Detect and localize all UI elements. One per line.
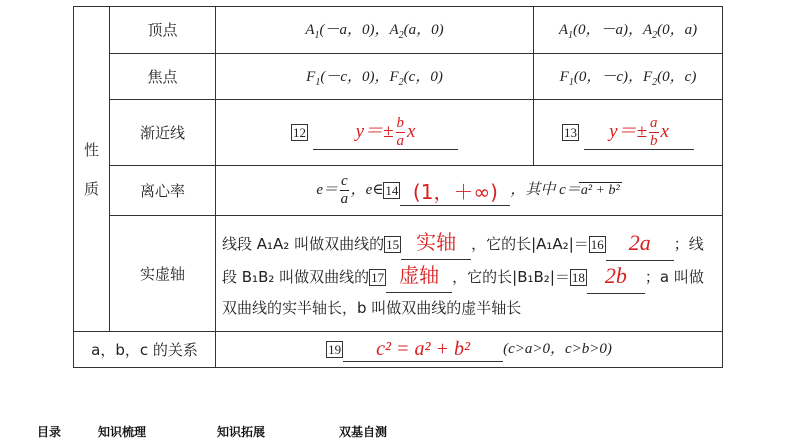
section-label-char-2: 质 bbox=[83, 179, 99, 198]
axes-description-cell bbox=[216, 215, 723, 331]
row-label-eccentricity: 离心率 bbox=[110, 166, 216, 216]
relation-cell bbox=[216, 331, 723, 367]
relation-condition: (c>a>0，c>b>0) bbox=[503, 341, 612, 358]
nav-contents-label[interactable]: 目录 bbox=[37, 425, 62, 439]
nav-knowledge-review-label[interactable]: 知识梳理 bbox=[98, 425, 147, 439]
focus-f1-symbol: F bbox=[559, 68, 569, 85]
focus-f2-symbol: F bbox=[643, 68, 653, 85]
fraction-denominator: a bbox=[396, 132, 405, 149]
focus-f1-sub: 1 bbox=[568, 76, 574, 88]
vertex-a1-symbol: A bbox=[558, 22, 568, 39]
vertex-a2-sub: 2 bbox=[398, 30, 404, 42]
answer-blank-13 bbox=[584, 116, 694, 150]
fraction-denominator: a bbox=[340, 191, 349, 208]
answer-blank-18 bbox=[587, 261, 645, 294]
section-label-properties bbox=[74, 7, 110, 332]
vertex-a1-sub: 1 bbox=[314, 30, 320, 42]
blank-number-16: 16 bbox=[590, 236, 604, 252]
row-label-relation: a，b，c 的关系 bbox=[74, 331, 216, 367]
eccentricity-row bbox=[74, 166, 723, 216]
vertex-row bbox=[74, 7, 723, 54]
row-label-asymptote: 渐近线 bbox=[110, 100, 216, 166]
blank-number-12: 12 bbox=[292, 125, 306, 141]
vertex-a1-value: (－a，0)， bbox=[319, 22, 390, 39]
blank-number-18: 18 bbox=[571, 269, 585, 285]
answer-blank-14 bbox=[400, 176, 510, 206]
focus-y-axis-cell bbox=[534, 53, 723, 100]
vertex-a2-value: (0，a) bbox=[657, 22, 698, 39]
eccentricity-cell bbox=[216, 166, 723, 216]
focus-f2-value: (0，c) bbox=[657, 68, 697, 85]
asymptote-answer-var: x bbox=[660, 120, 669, 142]
axes-answer-16: 2a bbox=[628, 229, 651, 255]
axes-text-1: 线段 A₁A₂ 叫做双曲线的 bbox=[222, 234, 385, 253]
axes-answer-15: 实轴 bbox=[416, 230, 457, 255]
vertex-a2-symbol: A bbox=[389, 22, 399, 39]
eccentricity-answer: (1，＋∞) bbox=[412, 179, 498, 204]
answer-blank-19 bbox=[343, 338, 503, 362]
fraction-numerator: c bbox=[340, 173, 348, 190]
vertex-a2-value: (a，0) bbox=[403, 22, 444, 39]
vertex-a1-value: (0，－a)， bbox=[573, 22, 643, 39]
vertex-a2-symbol: A bbox=[643, 22, 653, 39]
nav-knowledge-review[interactable] bbox=[98, 423, 146, 440]
row-label-axes: 实虚轴 bbox=[110, 215, 216, 331]
focus-f2-value: (c，0) bbox=[403, 68, 443, 85]
answer-blank-15 bbox=[401, 228, 471, 260]
eccentricity-lhs: e＝ bbox=[316, 182, 338, 199]
blank-number-14: 14 bbox=[385, 183, 399, 199]
answer-blank-12 bbox=[313, 116, 458, 150]
relation-row bbox=[74, 331, 723, 367]
axes-text-5: ；a 叫做双曲线的实半轴长，b 叫做双曲线的虚半轴长 bbox=[222, 267, 704, 317]
vertex-a1-symbol: A bbox=[305, 22, 315, 39]
axes-row bbox=[74, 215, 723, 331]
section-label-char-1: 性 bbox=[83, 140, 99, 159]
focus-f2-symbol: F bbox=[389, 68, 399, 85]
nav-self-test[interactable] bbox=[339, 423, 387, 440]
blank-number-15: 15 bbox=[386, 236, 400, 252]
focus-f1-symbol: F bbox=[306, 68, 316, 85]
nav-knowledge-extension-label[interactable]: 知识拓展 bbox=[217, 425, 266, 439]
fraction-denominator: b bbox=[650, 132, 658, 149]
axes-answer-17: 虚轴 bbox=[399, 263, 440, 288]
vertex-x-axis-cell bbox=[216, 7, 534, 54]
nav-knowledge-extension[interactable] bbox=[217, 423, 265, 440]
axes-text-2: ，它的长|A₁A₂|＝ bbox=[471, 234, 589, 253]
axes-text-4: ，它的长|B₁B₂|＝ bbox=[452, 267, 570, 286]
answer-blank-17 bbox=[386, 261, 452, 293]
eccentricity-tail: ，其中 c＝ bbox=[510, 182, 581, 199]
eccentricity-fraction bbox=[340, 174, 349, 207]
axes-text-3: ；线段 B₁B₂ 叫做双曲线的 bbox=[222, 234, 704, 286]
vertex-a2-sub: 2 bbox=[652, 30, 658, 42]
answer-blank-16 bbox=[606, 228, 674, 261]
relation-answer: c² = a² + b² bbox=[376, 337, 471, 360]
focus-f2-sub: 2 bbox=[652, 76, 658, 88]
asymptote-answer-lhs: y＝± bbox=[609, 120, 648, 142]
focus-f2-sub: 2 bbox=[398, 76, 404, 88]
row-label-focus: 焦点 bbox=[110, 53, 216, 100]
asymptote-y-axis-cell bbox=[534, 100, 723, 166]
asymptote-row bbox=[74, 100, 723, 166]
eccentricity-sqrt: a² + b² bbox=[580, 183, 620, 199]
focus-f1-sub: 1 bbox=[315, 76, 321, 88]
nav-contents[interactable] bbox=[37, 423, 61, 440]
fraction-numerator: a bbox=[650, 114, 658, 131]
focus-row bbox=[74, 53, 723, 100]
blank-number-19: 19 bbox=[328, 342, 342, 358]
row-label-vertex: 顶点 bbox=[110, 7, 216, 54]
focus-f1-value: (0，－c)， bbox=[573, 68, 643, 85]
hyperbola-properties-table bbox=[73, 6, 723, 368]
focus-f1-value: (－c，0)， bbox=[320, 68, 390, 85]
vertex-a1-sub: 1 bbox=[568, 30, 573, 42]
focus-x-axis-cell bbox=[216, 53, 534, 100]
asymptote-x-axis-cell bbox=[216, 100, 534, 166]
asymptote-answer-fraction bbox=[649, 116, 659, 149]
nav-self-test-label[interactable]: 双基自测 bbox=[339, 425, 388, 439]
asymptote-answer-fraction bbox=[396, 116, 406, 149]
asymptote-answer-lhs: y＝± bbox=[355, 120, 394, 142]
fraction-numerator: b bbox=[396, 114, 405, 131]
eccentricity-element-of: ，e∈ bbox=[350, 182, 384, 199]
vertex-y-axis-cell bbox=[534, 7, 723, 54]
asymptote-answer-var: x bbox=[407, 120, 416, 142]
blank-number-17: 17 bbox=[371, 269, 385, 285]
axes-answer-18: 2b bbox=[604, 262, 627, 288]
blank-number-13: 13 bbox=[563, 125, 577, 141]
